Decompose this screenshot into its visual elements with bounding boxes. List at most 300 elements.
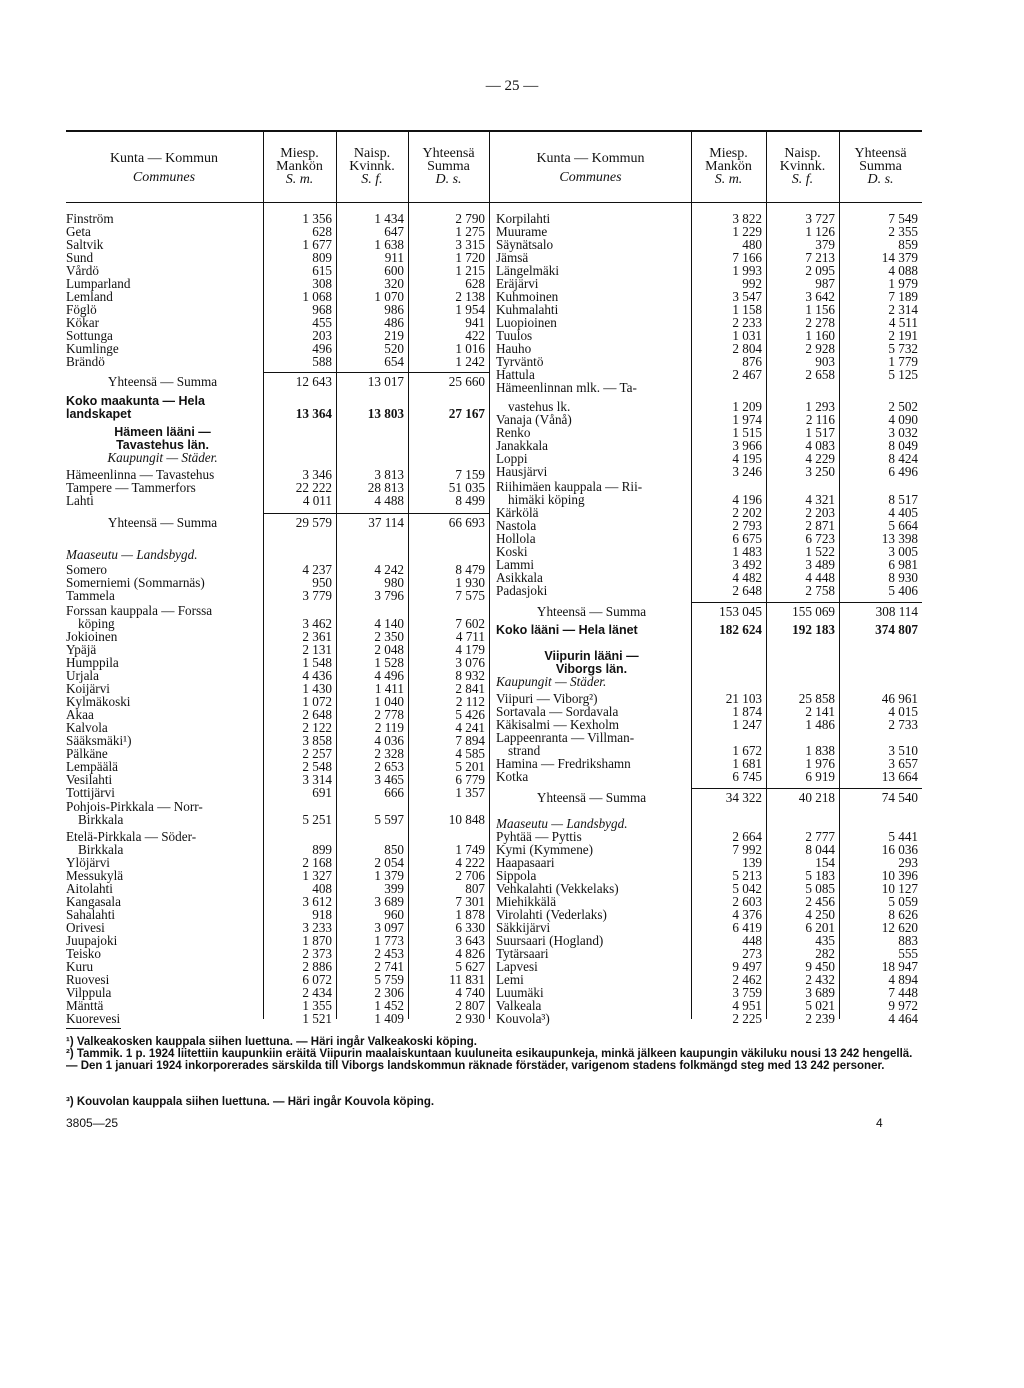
table-row	[66, 999, 489, 1013]
row-female-count: 2 141	[805, 704, 835, 719]
header-naisp-label: Naisp.	[353, 146, 391, 161]
row-name: Lumparland	[66, 277, 131, 291]
row-male-count: 3 314	[302, 772, 332, 787]
table-row	[496, 238, 922, 252]
row-total-count: 807	[465, 881, 485, 896]
row-male-count: 968	[312, 302, 332, 317]
table-row	[66, 960, 489, 974]
row-female-count: 1 379	[374, 868, 404, 883]
row-female-count: 2 048	[374, 642, 404, 657]
row-male-count: 2 434	[302, 985, 332, 1000]
row-name: Föglö	[66, 303, 97, 317]
header-naisp-label: Naisp.	[784, 146, 821, 161]
row-male-count: 6 072	[302, 972, 332, 987]
row-name: Etelä-Pirkkala — Söder-	[66, 830, 197, 844]
table-row	[496, 947, 922, 961]
table-row	[66, 1012, 489, 1026]
row-male-count: 4 237	[302, 562, 332, 577]
row-male-count: 2 168	[302, 855, 332, 870]
row-male-count: 3 612	[302, 894, 332, 909]
row-total-count: 2 355	[888, 224, 918, 239]
row-name: Kouvola³)	[496, 1012, 550, 1026]
header-yhteensa-label: Yhteensä	[854, 146, 907, 161]
table-row	[496, 400, 922, 414]
row-name: Hausjärvi	[496, 465, 548, 479]
row-total-count: 74 540	[881, 790, 918, 805]
row-name: Maaseutu — Landsbygd.	[496, 817, 628, 831]
header-yhteensa	[408, 147, 489, 186]
table-row	[496, 571, 922, 585]
row-male-count: 1 068	[302, 289, 332, 304]
table-row	[66, 986, 489, 1000]
row-total-count: 46 961	[881, 691, 918, 706]
row-total-count: 7 448	[888, 985, 918, 1000]
table-row	[496, 662, 922, 676]
row-total-count: 3 032	[888, 425, 918, 440]
row-name: Juupajoki	[66, 934, 118, 948]
row-total-count: 5 059	[888, 894, 918, 909]
row-female-count: 2 306	[374, 985, 404, 1000]
row-total-count: 4 894	[888, 972, 918, 987]
row-female-count: 4 036	[374, 733, 404, 748]
row-total-count: 1 930	[455, 575, 485, 590]
total-rule	[263, 372, 489, 373]
row-name: Längelmäki	[496, 264, 559, 278]
row-name: Hämeen lääni —	[114, 425, 211, 439]
table-row	[496, 519, 922, 533]
row-name: Pyhtää — Pyttis	[496, 830, 582, 844]
footnote-rule	[66, 1028, 121, 1029]
table-row	[66, 468, 489, 482]
row-male-count: 2 257	[302, 746, 332, 761]
row-male-count: 1 681	[732, 756, 762, 771]
row-name: Vehkalahti (Vekkelaks)	[496, 882, 619, 896]
row-name: Vilppula	[66, 986, 112, 1000]
row-female-count: 2 054	[374, 855, 404, 870]
row-female-count: 3 250	[805, 464, 835, 479]
row-male-count: 5 251	[302, 812, 332, 827]
table-row	[496, 791, 922, 805]
row-female-count: 2 778	[374, 707, 404, 722]
row-female-count: 1 126	[805, 224, 835, 239]
table-row	[496, 532, 922, 546]
row-total-count: 5 441	[888, 829, 918, 844]
row-male-count: 1 677	[302, 237, 332, 252]
row-male-count: 2 131	[302, 642, 332, 657]
table-row	[496, 545, 922, 559]
row-total-count: 14 379	[881, 250, 918, 265]
table-row	[496, 999, 922, 1013]
row-female-count: 960	[384, 907, 404, 922]
table-row	[66, 843, 489, 857]
row-male-count: 1 355	[302, 998, 332, 1013]
table-row	[66, 934, 489, 948]
row-name: Muurame	[496, 225, 548, 239]
table-row	[496, 290, 922, 304]
header-kunta-label: Kunta — Kommun	[109, 151, 219, 166]
row-female-count: 5 085	[805, 881, 835, 896]
row-female-count: 3 796	[374, 588, 404, 603]
row-female-count: 666	[384, 785, 404, 800]
header-summa-label: Summa	[859, 159, 902, 174]
row-name: Loppi	[496, 452, 528, 466]
row-male-count: 918	[312, 907, 332, 922]
row-male-count: 809	[312, 250, 332, 265]
row-female-count: 4 496	[374, 668, 404, 683]
row-name: Lappeenranta — Villman-	[496, 731, 635, 745]
row-female-count: 1 411	[374, 681, 404, 696]
row-female-count: 1 773	[374, 933, 404, 948]
table-row	[66, 589, 489, 603]
row-name: Suursaari (Hogland)	[496, 934, 604, 948]
row-female-count: 154	[815, 855, 835, 870]
row-name: Valkeala	[496, 999, 542, 1013]
row-name: Kangasala	[66, 895, 121, 909]
row-total-count: 25 660	[448, 374, 485, 389]
row-total-count: 8 479	[455, 562, 485, 577]
table-row	[496, 1012, 922, 1026]
row-name: Viborgs län.	[555, 662, 628, 676]
row-name: Somero	[66, 563, 108, 577]
table-row	[66, 856, 489, 870]
row-total-count: 2 191	[888, 328, 918, 343]
row-male-count: 2 225	[732, 1011, 762, 1026]
table-row	[496, 986, 922, 1000]
table-row	[496, 605, 922, 619]
row-female-count: 2 239	[805, 1011, 835, 1026]
row-name: Geta	[66, 225, 91, 239]
row-name: Akaa	[66, 708, 94, 722]
row-male-count: 899	[312, 842, 332, 857]
table-row	[66, 921, 489, 935]
row-male-count: 588	[312, 354, 332, 369]
row-total-count: 3 315	[455, 237, 485, 252]
row-name: Sääksmäki¹)	[66, 734, 132, 748]
table-row	[66, 303, 489, 317]
row-male-count: 1 430	[302, 681, 332, 696]
row-female-count: 2 928	[805, 341, 835, 356]
row-total-count: 6 981	[888, 557, 918, 572]
row-total-count: 1 720	[455, 250, 485, 265]
row-female-count: 3 689	[374, 894, 404, 909]
row-total-count: 7 159	[455, 467, 485, 482]
row-male-count: 3 966	[732, 438, 762, 453]
row-name: Kärkölä	[496, 506, 539, 520]
row-male-count: 1 356	[302, 211, 332, 226]
row-total-count: 4 826	[455, 946, 485, 961]
row-name: Pälkäne	[66, 747, 108, 761]
row-name: Kalvola	[66, 721, 108, 735]
row-female-count: 5 021	[805, 998, 835, 1013]
table-row	[66, 721, 489, 735]
row-male-count: 3 346	[302, 467, 332, 482]
row-female-count: 4 250	[805, 907, 835, 922]
row-female-count: 192 183	[792, 622, 835, 637]
table-row	[66, 773, 489, 787]
row-female-count: 647	[384, 224, 404, 239]
table-row	[66, 786, 489, 800]
table-row	[496, 869, 922, 883]
row-total-count: 2 733	[888, 717, 918, 732]
table-row	[496, 381, 922, 395]
row-male-count: 203	[312, 328, 332, 343]
header-kvinnk-label: Kvinnk.	[779, 159, 826, 174]
table-row	[496, 882, 922, 896]
row-name: Tottijärvi	[66, 786, 115, 800]
row-name: Viipurin lääni —	[544, 649, 639, 663]
row-female-count: 911	[384, 250, 404, 265]
row-total-count: 7 301	[455, 894, 485, 909]
table-row	[496, 316, 922, 330]
row-female-count: 6 919	[805, 769, 835, 784]
table-row	[66, 481, 489, 495]
total-rule	[263, 513, 489, 514]
table-row	[66, 425, 489, 439]
row-name: Orivesi	[66, 921, 105, 935]
header-miesp-label: Miesp.	[709, 146, 748, 161]
row-female-count: 2 871	[805, 518, 835, 533]
row-male-count: 1 515	[732, 425, 762, 440]
table-row	[66, 908, 489, 922]
row-male-count: 1 672	[732, 743, 762, 758]
row-total-count: 555	[898, 946, 918, 961]
row-total-count: 27 167	[448, 406, 485, 421]
table-row	[496, 973, 922, 987]
row-total-count: 5 627	[455, 959, 485, 974]
row-female-count: 2 658	[805, 367, 835, 382]
table-row	[496, 744, 922, 758]
row-male-count: 1 521	[302, 1011, 332, 1026]
row-total-count: 1 878	[455, 907, 485, 922]
row-name: Vanaja (Vånå)	[496, 413, 572, 427]
table-row	[496, 705, 922, 719]
row-female-count: 3 489	[805, 557, 835, 572]
row-male-count: 1 229	[732, 224, 762, 239]
row-name: Lemi	[496, 973, 524, 987]
table-row	[496, 817, 922, 831]
table-row	[66, 576, 489, 590]
table-row	[66, 316, 489, 330]
row-total-count: 1 215	[455, 263, 485, 278]
row-total-count: 2 112	[455, 694, 485, 709]
header-yhteensa-label: Yhteensä	[422, 146, 475, 161]
row-total-count: 9 972	[888, 998, 918, 1013]
row-male-count: 153 045	[719, 604, 762, 619]
row-total-count: 941	[465, 315, 485, 330]
table-row	[66, 342, 489, 356]
row-female-count: 8 044	[805, 842, 835, 857]
row-total-count: 4 740	[455, 985, 485, 1000]
row-name: Sortavala — Sordavala	[496, 705, 619, 719]
row-total-count: 5 732	[888, 341, 918, 356]
row-name: vastehus lk.	[508, 400, 571, 414]
table-row	[496, 770, 922, 784]
row-total-count: 859	[898, 237, 918, 252]
row-total-count: 5 426	[455, 707, 485, 722]
row-female-count: 1 517	[805, 425, 835, 440]
row-name: Lempäälä	[66, 760, 118, 774]
row-male-count: 1 974	[732, 412, 762, 427]
row-total-count: 308 114	[875, 604, 918, 619]
row-name: Viipuri — Viborg²)	[496, 692, 598, 706]
col-divider-center	[489, 132, 490, 1019]
row-name: Forssan kauppala — Forssa	[66, 604, 213, 618]
row-total-count: 1 242	[455, 354, 485, 369]
row-total-count: 2 841	[455, 681, 485, 696]
row-total-count: 4 511	[888, 315, 918, 330]
row-name: Lammi	[496, 558, 535, 572]
row-female-count: 600	[384, 263, 404, 278]
row-name: Ylöjärvi	[66, 856, 110, 870]
row-total-count: 4 241	[455, 720, 485, 735]
row-female-count: 1 838	[805, 743, 835, 758]
header-kunta-label: Kunta — Kommun	[536, 151, 645, 166]
row-female-count: 1 070	[374, 289, 404, 304]
table-row	[496, 329, 922, 343]
row-male-count: 6 419	[732, 920, 762, 935]
row-total-count: 3 005	[888, 544, 918, 559]
table-row	[66, 355, 489, 369]
table-row	[496, 584, 922, 598]
row-male-count: 3 822	[732, 211, 762, 226]
row-female-count: 1 638	[374, 237, 404, 252]
row-name: Finström	[66, 212, 114, 226]
row-female-count: 435	[815, 933, 835, 948]
row-female-count: 4 488	[374, 493, 404, 508]
row-total-count: 3 510	[888, 743, 918, 758]
table-row	[496, 264, 922, 278]
row-total-count: 1 779	[888, 354, 918, 369]
row-name: Luumäki	[496, 986, 544, 1000]
row-name: Somerniemi (Sommarnäs)	[66, 576, 205, 590]
row-female-count: 2 328	[374, 746, 404, 761]
row-total-count: 8 517	[888, 492, 918, 507]
table-row	[66, 882, 489, 896]
table-row	[66, 630, 489, 644]
row-total-count: 3 643	[455, 933, 485, 948]
header-sm-label: S. m.	[285, 172, 314, 187]
row-name: Sottunga	[66, 329, 113, 343]
row-female-count: 2 777	[805, 829, 835, 844]
row-female-count: 28 813	[367, 480, 404, 495]
row-name: Koijärvi	[66, 682, 110, 696]
table-row	[496, 342, 922, 356]
row-total-count: 8 499	[455, 493, 485, 508]
row-name: Tavastehus län.	[116, 438, 209, 452]
table-row	[66, 695, 489, 709]
row-male-count: 4 376	[732, 907, 762, 922]
row-name: strand	[508, 744, 541, 758]
table-row	[496, 895, 922, 909]
row-total-count: 2 706	[455, 868, 485, 883]
header-communes-label: Communes	[559, 170, 622, 185]
table-row	[66, 800, 489, 814]
row-female-count: 1 434	[374, 211, 404, 226]
row-female-count: 320	[384, 276, 404, 291]
row-name: Messukylä	[66, 869, 124, 883]
row-male-count: 13 364	[295, 406, 332, 421]
row-female-count: 5 183	[805, 868, 835, 883]
row-female-count: 25 858	[798, 691, 835, 706]
row-total-count: 1 016	[455, 341, 485, 356]
row-male-count: 2 467	[732, 367, 762, 382]
table-row	[66, 394, 489, 408]
row-total-count: 4 015	[888, 704, 918, 719]
row-name: Yhteensä — Summa	[107, 516, 218, 530]
table-row	[496, 934, 922, 948]
table-row	[496, 843, 922, 857]
row-name: Hollola	[496, 532, 536, 546]
row-male-count: 7 166	[732, 250, 762, 265]
table-row	[496, 731, 922, 745]
row-name: Tampere — Tammerfors	[66, 481, 196, 495]
row-name: Pohjois-Pirkkala — Norr-	[66, 800, 203, 814]
row-name: Brändö	[66, 355, 105, 369]
total-rule	[691, 788, 922, 789]
row-total-count: 5 201	[455, 759, 485, 774]
table-row	[496, 493, 922, 507]
row-male-count: 308	[312, 276, 332, 291]
row-female-count: 2 453	[374, 946, 404, 961]
row-name: Nastola	[496, 519, 537, 533]
row-name: Eräjärvi	[496, 277, 539, 291]
row-male-count: 6 675	[732, 531, 762, 546]
table-row	[496, 960, 922, 974]
row-total-count: 628	[465, 276, 485, 291]
row-total-count: 7 894	[455, 733, 485, 748]
row-name: Kaupungit — Städer.	[107, 451, 218, 465]
row-female-count: 7 213	[805, 250, 835, 265]
row-total-count: 4 464	[888, 1011, 918, 1026]
row-male-count: 4 196	[732, 492, 762, 507]
row-name: Kylmäkoski	[66, 695, 131, 709]
row-total-count: 7 549	[888, 211, 918, 226]
row-female-count: 1 522	[805, 544, 835, 559]
row-male-count: 2 793	[732, 518, 762, 533]
table-row	[66, 277, 489, 291]
row-male-count: 455	[312, 315, 332, 330]
table-row	[496, 465, 922, 479]
row-female-count: 2 741	[374, 959, 404, 974]
header-yhteensa-right	[839, 147, 922, 186]
row-name: Luopioinen	[496, 316, 557, 330]
row-name: landskapet	[66, 407, 132, 421]
row-name: Yhteensä — Summa	[536, 605, 647, 619]
row-female-count: 4 140	[374, 616, 404, 631]
row-total-count: 2 807	[455, 998, 485, 1013]
footnote-3: ³) Kouvolan kauppala siihen luettuna. — Häri ingår Kouvola köping.	[66, 1096, 435, 1108]
row-total-count: 66 693	[448, 515, 485, 530]
table-row	[496, 212, 922, 226]
table-row	[66, 225, 489, 239]
table-row	[66, 947, 489, 961]
row-female-count: 5 597	[374, 812, 404, 827]
row-male-count: 992	[742, 276, 762, 291]
footnote-2: ²) Tammik. 1 p. 1924 liitettiin kaupunkiin eräitä Viipurin maalaiskuntaan kuuluneita esikaupunkeja, minkä jälkeen kaupungin väkiluku nousi 13 242 hengellä. — Den 1 januari 1924 inkorporerades särskilda till Viborgs landskommun räknade förstäder, varigenom stadens folkmängd steg med 13 242 personer.	[66, 1048, 913, 1072]
table-row	[66, 604, 489, 618]
row-total-count: 2 138	[455, 289, 485, 304]
row-name: Sund	[66, 251, 94, 265]
row-total-count: 422	[465, 328, 485, 343]
row-female-count: 5 759	[374, 972, 404, 987]
table-row	[66, 563, 489, 577]
row-name: Hämeenlinna — Tavastehus	[66, 468, 215, 482]
row-male-count: 7 992	[732, 842, 762, 857]
row-male-count: 6 745	[732, 769, 762, 784]
row-female-count: 2 116	[805, 412, 835, 427]
row-female-count: 379	[815, 237, 835, 252]
row-male-count: 496	[312, 341, 332, 356]
